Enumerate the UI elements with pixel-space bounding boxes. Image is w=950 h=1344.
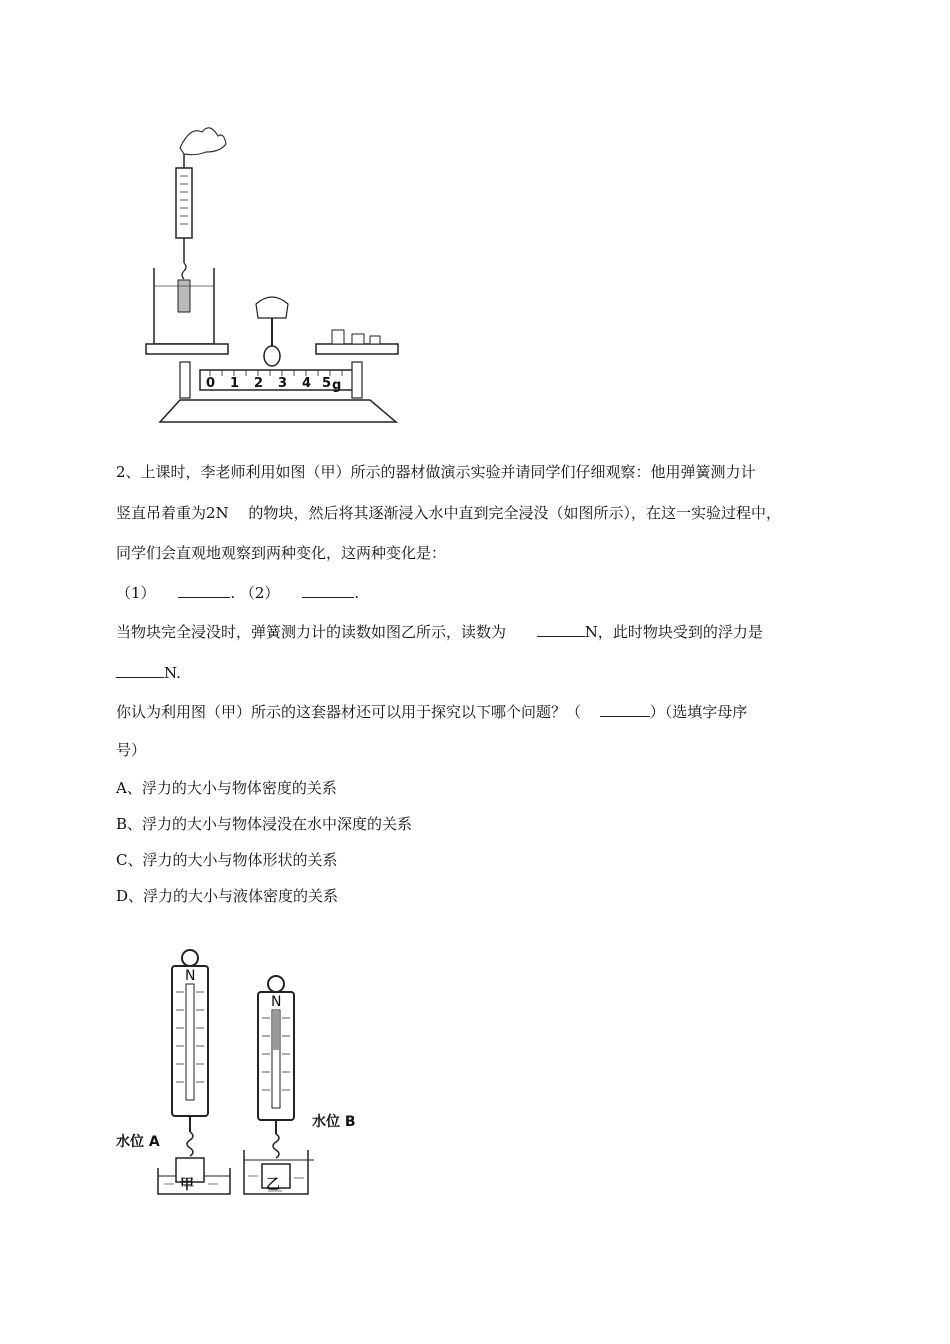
buoyancy-line — [116, 662, 181, 683]
gauge-unit-left: N — [185, 968, 196, 984]
buoyancy-unit: N. — [164, 664, 181, 682]
balance-figure — [140, 118, 410, 428]
figure-label-jia: 甲 — [180, 1177, 194, 1193]
question-parts-line — [116, 582, 359, 603]
scale-number-0: 0 — [206, 376, 216, 391]
figure-label-yi: 乙 — [266, 1177, 280, 1193]
reading-prefix: 当物块完全浸没时，弹簧测力计的读数如图乙所示，读数为 — [116, 623, 507, 641]
scale-number-3: 3 — [278, 376, 288, 391]
part2-label: . （2） — [230, 584, 280, 602]
option-b: B、浮力的大小与物体浸没在水中深度的关系 — [116, 815, 413, 833]
question-intro-line2: 竖直吊着重为2N 的物块，然后将其逐渐浸入水中直到完全浸没（如图所示），在这一实验过程中， — [116, 504, 781, 522]
option-d: D、浮力的大小与液体密度的关系 — [116, 887, 339, 905]
scale-number-4: 4 — [302, 376, 312, 391]
part1-blank[interactable] — [178, 582, 230, 598]
explore-suffix: ）（选填字母序 — [649, 703, 748, 721]
explore-line2: 号） — [116, 741, 147, 759]
part1-label: （1） — [116, 584, 156, 602]
gauge-unit-right: N — [271, 994, 282, 1010]
water-level-b-label: 水位 B — [312, 1114, 356, 1130]
scale-number-5: 5 — [322, 376, 332, 391]
scale-number-1: 1 — [230, 376, 240, 391]
buoyancy-blank[interactable] — [116, 662, 164, 678]
option-c: C、浮力的大小与物体形状的关系 — [116, 851, 338, 869]
spring-scale-figure — [110, 944, 370, 1196]
question-intro-line3: 同学们会直观地观察到两种变化，这两种变化是： — [116, 544, 447, 562]
parts-end: . — [354, 584, 359, 602]
reading-mid: N，此时物块受到的浮力是 — [584, 623, 763, 641]
scale-unit-g: g — [332, 378, 342, 393]
question-intro-line1: 2、上课时，李老师利用如图（甲）所示的器材做演示实验并请同学们仔细观察：他用弹簧测力计 — [116, 463, 756, 481]
explore-line — [116, 701, 747, 722]
explore-blank[interactable] — [600, 701, 650, 717]
reading-blank[interactable] — [537, 621, 585, 637]
scale-number-2: 2 — [254, 376, 264, 391]
water-level-a-label: 水位 A — [116, 1134, 160, 1150]
explore-prefix: 你认为利用图（甲）所示的这套器材还可以用于探究以下哪个问题？（ — [116, 703, 582, 721]
option-a: A、浮力的大小与物体密度的关系 — [116, 779, 337, 797]
part2-blank[interactable] — [302, 582, 354, 598]
reading-line — [116, 621, 763, 642]
